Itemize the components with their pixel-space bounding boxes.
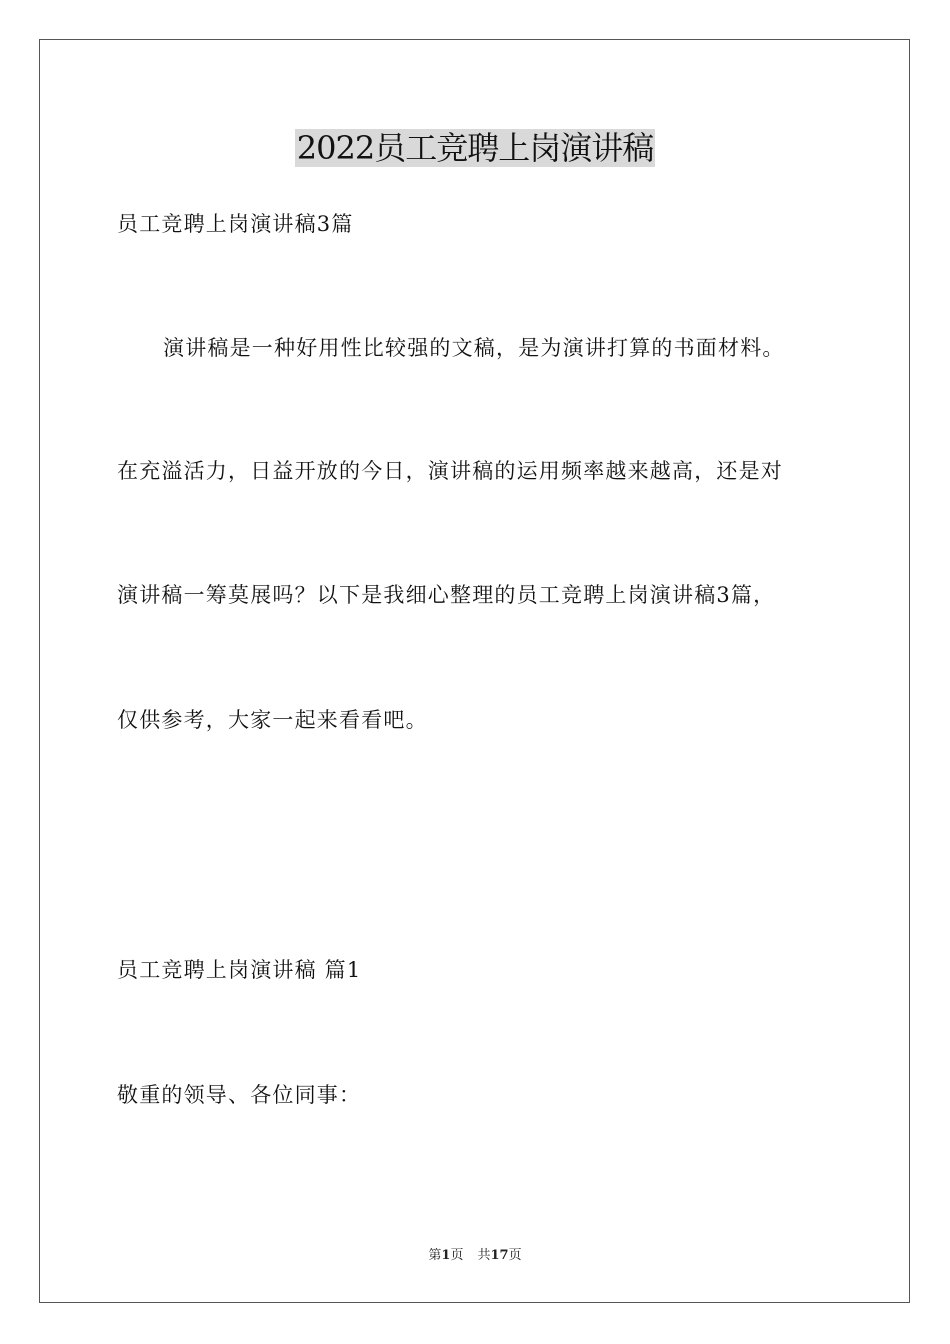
intro-line-4: 仅供参考，大家一起来看看吧。 [117, 708, 428, 732]
intro-line-2: 在充溢活力，日益开放的今日，演讲稿的运用频率越来越高，还是对 [117, 459, 783, 483]
footer-page-prefix: 第 [428, 1248, 442, 1263]
footer-total-prefix: 共 [477, 1248, 491, 1263]
document-subtitle: 员工竞聘上岗演讲稿3篇 [117, 212, 354, 236]
page-footer [0, 1247, 950, 1265]
footer-total-suffix: 页 [508, 1248, 522, 1263]
salutation: 敬重的领导、各位同事： [117, 1083, 362, 1107]
document-title-text: 2022员工竞聘上岗演讲稿 [296, 129, 654, 167]
footer-page-suffix: 页 [450, 1248, 464, 1263]
section-heading: 员工竞聘上岗演讲稿 篇1 [117, 958, 362, 982]
intro-line-3: 演讲稿一筹莫展吗？以下是我细心整理的员工竞聘上岗演讲稿3篇， [117, 583, 776, 607]
intro-line-1: 演讲稿是一种好用性比较强的文稿，是为演讲打算的书面材料。 [163, 336, 785, 360]
footer-page-number: 1 [441, 1248, 451, 1263]
footer-total-pages: 17 [490, 1248, 509, 1263]
document-title [0, 128, 950, 168]
